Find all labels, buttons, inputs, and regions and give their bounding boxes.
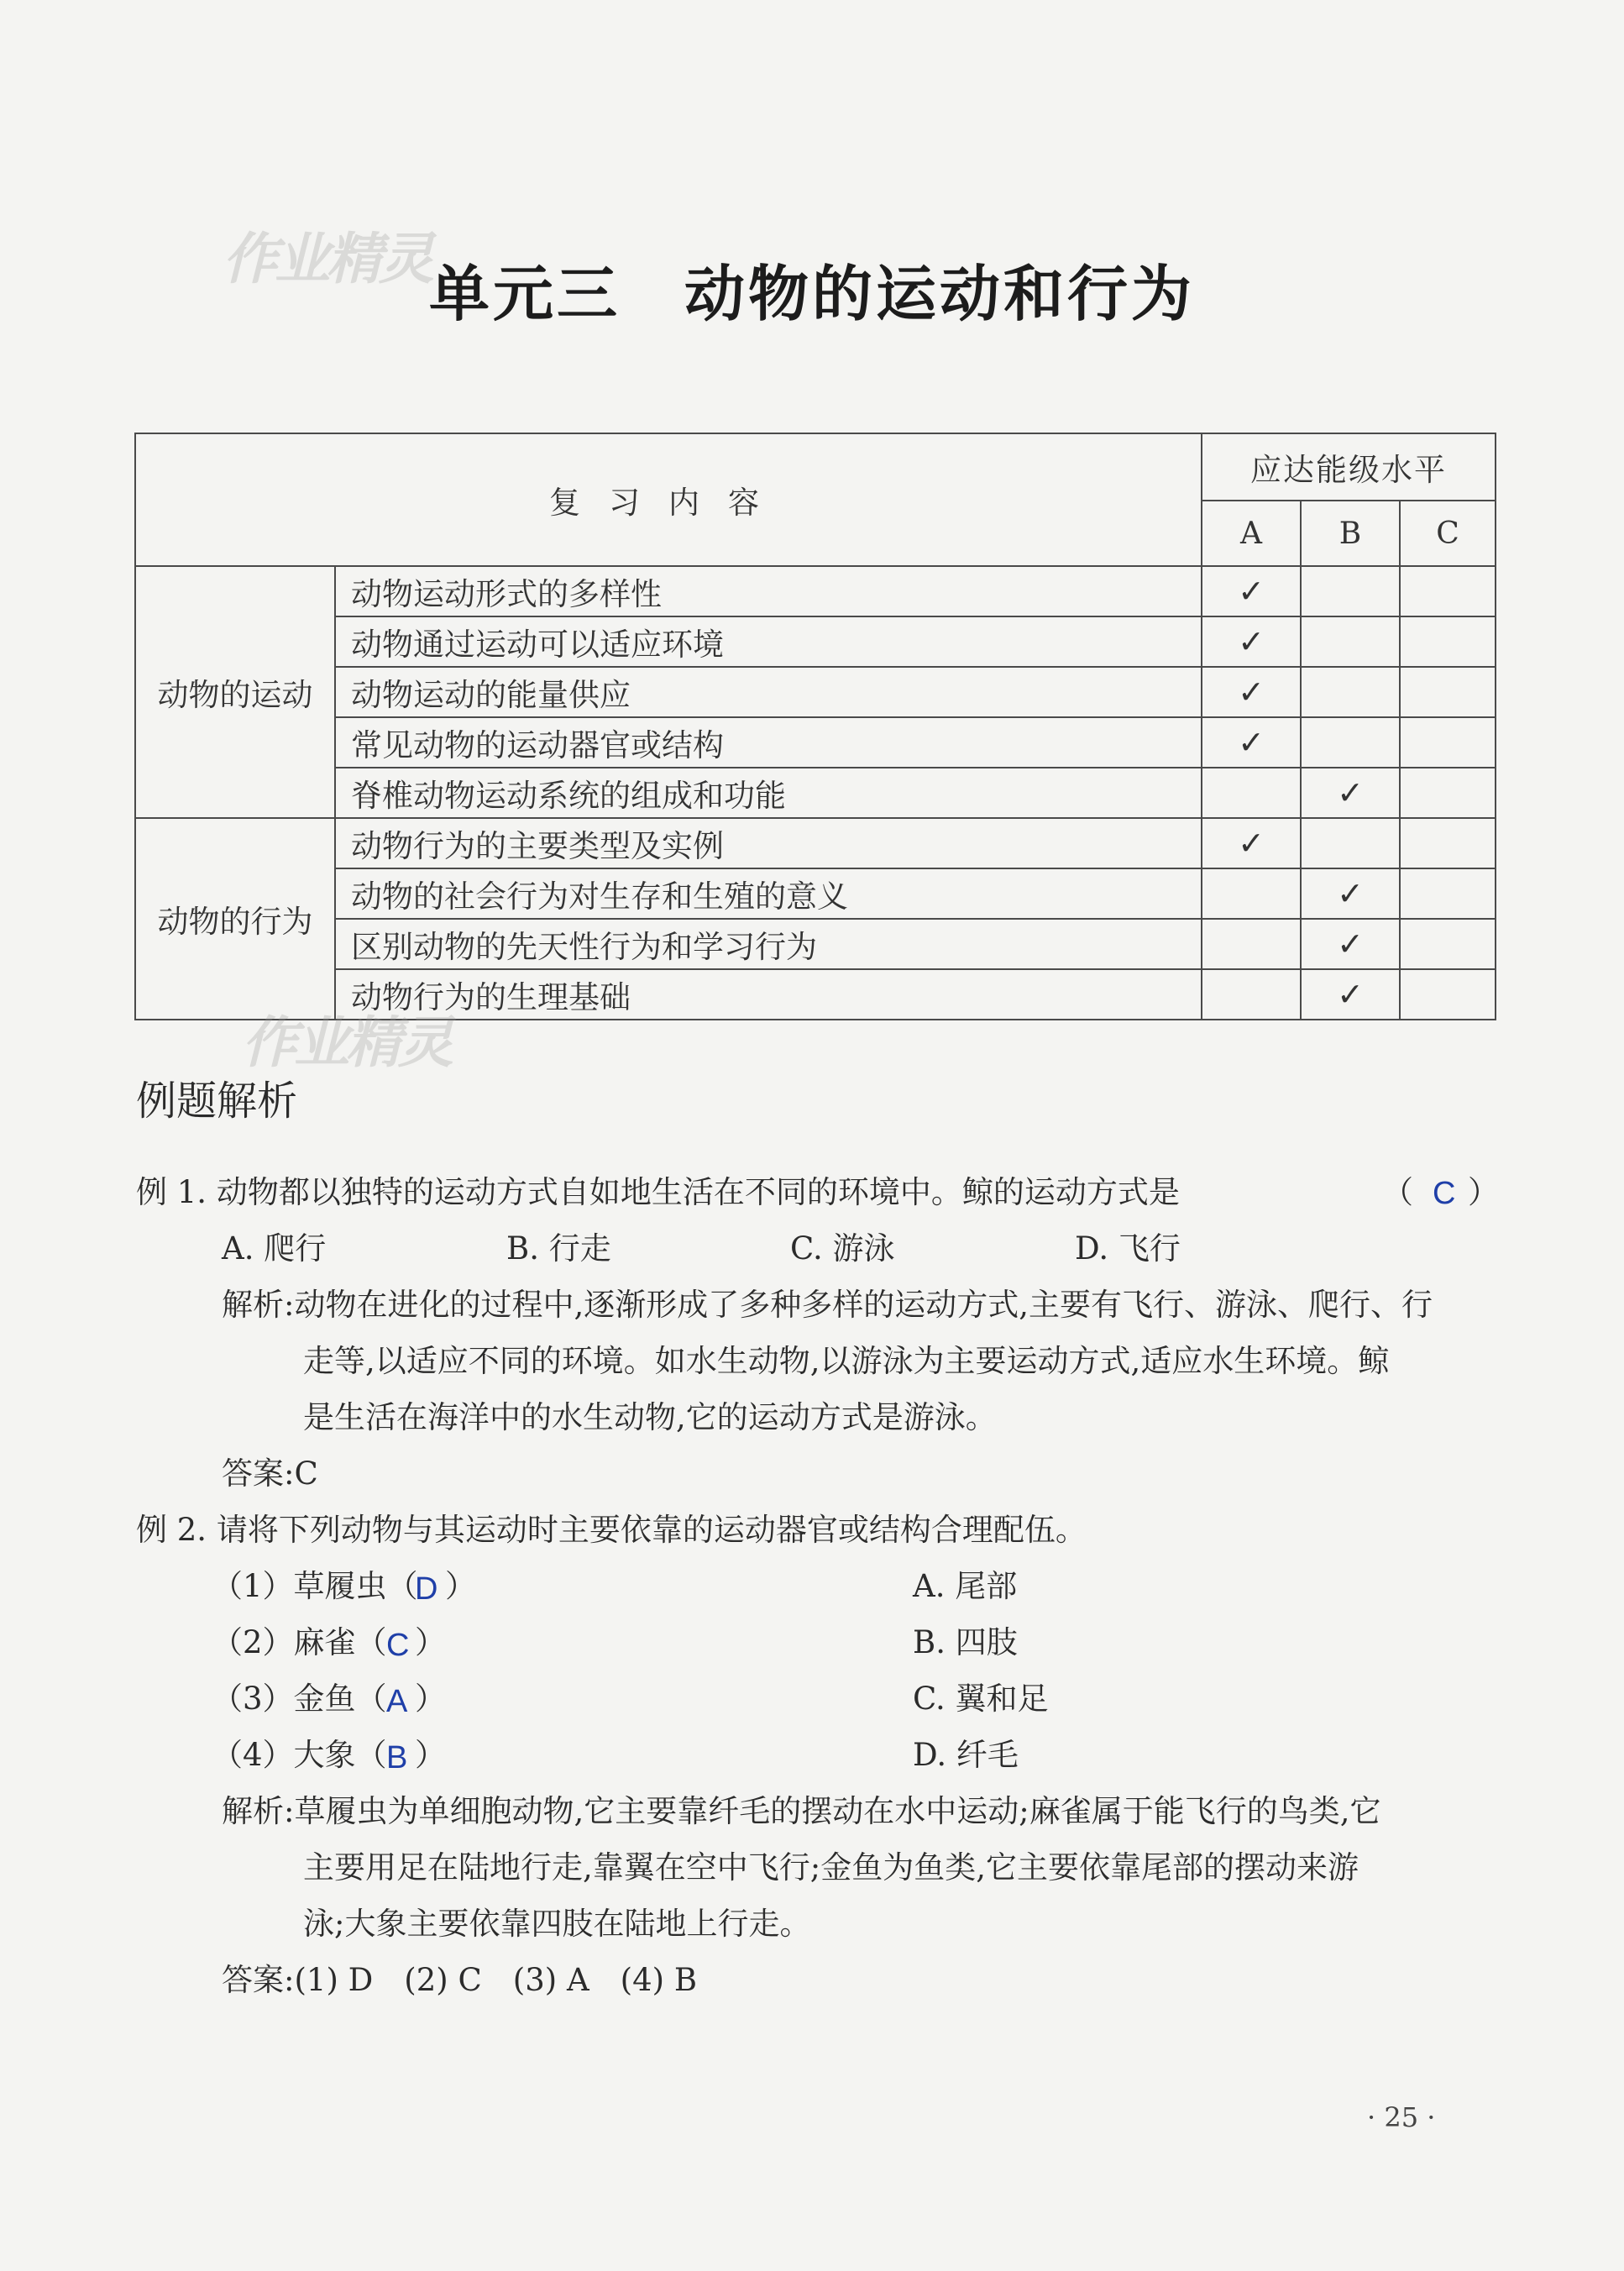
pair3-close: ）: [415, 1681, 446, 1717]
level-mark: ✓: [1202, 616, 1301, 667]
example1-option-b: B. 行走: [506, 1230, 611, 1267]
item-label: 动物行为的生理基础: [335, 969, 1202, 1020]
section-heading: 例题解析: [136, 1078, 298, 1125]
header-review-content: 复习内容: [135, 433, 1202, 566]
table-row: [135, 616, 1496, 667]
pair4-right: D. 纤毛: [913, 1737, 1019, 1773]
pair2-fill: C: [386, 1628, 410, 1663]
table-row: [135, 768, 1496, 818]
pair4-close: ）: [415, 1737, 446, 1773]
pair3-fill: A: [386, 1684, 408, 1719]
level-mark: [1400, 868, 1496, 919]
example2-answer: 答案:(1) D (2) C (3) A (4) B: [222, 1962, 698, 1998]
level-mark: ✓: [1202, 667, 1301, 717]
item-label: 脊椎动物运动系统的组成和功能: [335, 768, 1202, 818]
pair2-left: （2）麻雀（: [212, 1624, 387, 1660]
level-mark: [1400, 616, 1496, 667]
item-label: 动物行为的主要类型及实例: [335, 818, 1202, 868]
example1-option-c: C. 游泳: [790, 1230, 895, 1267]
level-mark: ✓: [1301, 969, 1400, 1020]
level-mark: [1202, 969, 1301, 1020]
example1-option-a: A. 爬行: [222, 1230, 327, 1267]
level-mark: [1400, 919, 1496, 969]
example1-paren-open: （: [1382, 1174, 1413, 1210]
pair1-left: （1）草履虫（: [212, 1568, 418, 1604]
level-mark: [1400, 969, 1496, 1020]
example1-paren-close: ）: [1468, 1174, 1499, 1210]
watermark-middle: 作业精灵: [242, 1010, 450, 1075]
example2-question: 例 2. 请将下列动物与其运动时主要依靠的运动器官或结构合理配伍。: [136, 1512, 1087, 1548]
level-mark: ✓: [1202, 818, 1301, 868]
review-table: [134, 433, 1496, 1020]
pair3-right: C. 翼和足: [913, 1681, 1049, 1717]
pair2-right: B. 四肢: [913, 1624, 1018, 1660]
column-header-b: B: [1301, 501, 1400, 566]
example1-analysis-line1: 解析:动物在进化的过程中,逐渐形成了多种多样的运动方式,主要有飞行、游泳、爬行、行: [222, 1287, 1433, 1323]
level-mark: [1400, 667, 1496, 717]
item-label: 动物的社会行为对生存和生殖的意义: [335, 868, 1202, 919]
example1-answer-fill: C: [1433, 1176, 1456, 1211]
level-mark: ✓: [1202, 566, 1301, 616]
table-row: [135, 818, 1496, 868]
table-row: [135, 566, 1496, 616]
item-label: 常见动物的运动器官或结构: [335, 717, 1202, 768]
level-mark: [1400, 717, 1496, 768]
level-mark: ✓: [1301, 868, 1400, 919]
table-row: [135, 717, 1496, 768]
header-level: 应达能级水平: [1202, 433, 1496, 501]
level-mark: ✓: [1301, 768, 1400, 818]
pair4-left: （4）大象（: [212, 1737, 387, 1773]
level-mark: [1202, 768, 1301, 818]
pair1-fill: D: [415, 1571, 438, 1607]
group-label: 动物的运动: [135, 566, 335, 818]
pair1-close: ）: [445, 1568, 476, 1604]
group-label: 动物的行为: [135, 818, 335, 1020]
watermark-top: 作业精灵: [223, 227, 431, 291]
table-row: [135, 667, 1496, 717]
example1-analysis-line3: 是生活在海洋中的水生动物,它的运动方式是游泳。: [303, 1399, 997, 1435]
example1-analysis-line2: 走等,以适应不同的环境。如水生动物,以游泳为主要运动方式,适应水生环境。鲸: [303, 1343, 1390, 1379]
unit-title: 单元三 动物的运动和行为: [428, 259, 1195, 329]
level-mark: [1301, 818, 1400, 868]
level-mark: [1400, 566, 1496, 616]
level-mark: ✓: [1202, 717, 1301, 768]
level-mark: [1301, 717, 1400, 768]
table-row: [135, 919, 1496, 969]
level-mark: ✓: [1301, 919, 1400, 969]
item-label: 动物通过运动可以适应环境: [335, 616, 1202, 667]
pair4-fill: B: [386, 1740, 408, 1775]
example2-analysis-line2: 主要用足在陆地行走,靠翼在空中飞行;金鱼为鱼类,它主要依靠尾部的摆动来游: [303, 1849, 1359, 1886]
example2-analysis-line3: 泳;大象主要依靠四肢在陆地上行走。: [303, 1906, 811, 1942]
column-header-c: C: [1400, 501, 1496, 566]
level-mark: [1301, 616, 1400, 667]
item-label: 动物运动的能量供应: [335, 667, 1202, 717]
level-mark: [1202, 868, 1301, 919]
item-label: 区别动物的先天性行为和学习行为: [335, 919, 1202, 969]
example2-analysis-line1: 解析:草履虫为单细胞动物,它主要靠纤毛的摆动在水中运动;麻雀属于能飞行的鸟类,它: [222, 1793, 1381, 1829]
column-header-a: A: [1202, 501, 1301, 566]
page-number: · 25 ·: [1367, 2101, 1436, 2133]
item-label: 动物运动形式的多样性: [335, 566, 1202, 616]
level-mark: [1202, 919, 1301, 969]
level-mark: [1400, 768, 1496, 818]
example1-answer: 答案:C: [222, 1455, 318, 1492]
level-mark: [1400, 818, 1496, 868]
pair1-right: A. 尾部: [913, 1568, 1018, 1604]
pair3-left: （3）金鱼（: [212, 1681, 387, 1717]
table-row: [135, 868, 1496, 919]
pair2-close: ）: [415, 1624, 446, 1660]
level-mark: [1301, 667, 1400, 717]
example1-option-d: D. 飞行: [1075, 1230, 1181, 1267]
level-mark: [1301, 566, 1400, 616]
example1-question: 例 1. 动物都以独特的运动方式自如地生活在不同的环境中。鲸的运动方式是: [136, 1174, 1180, 1210]
